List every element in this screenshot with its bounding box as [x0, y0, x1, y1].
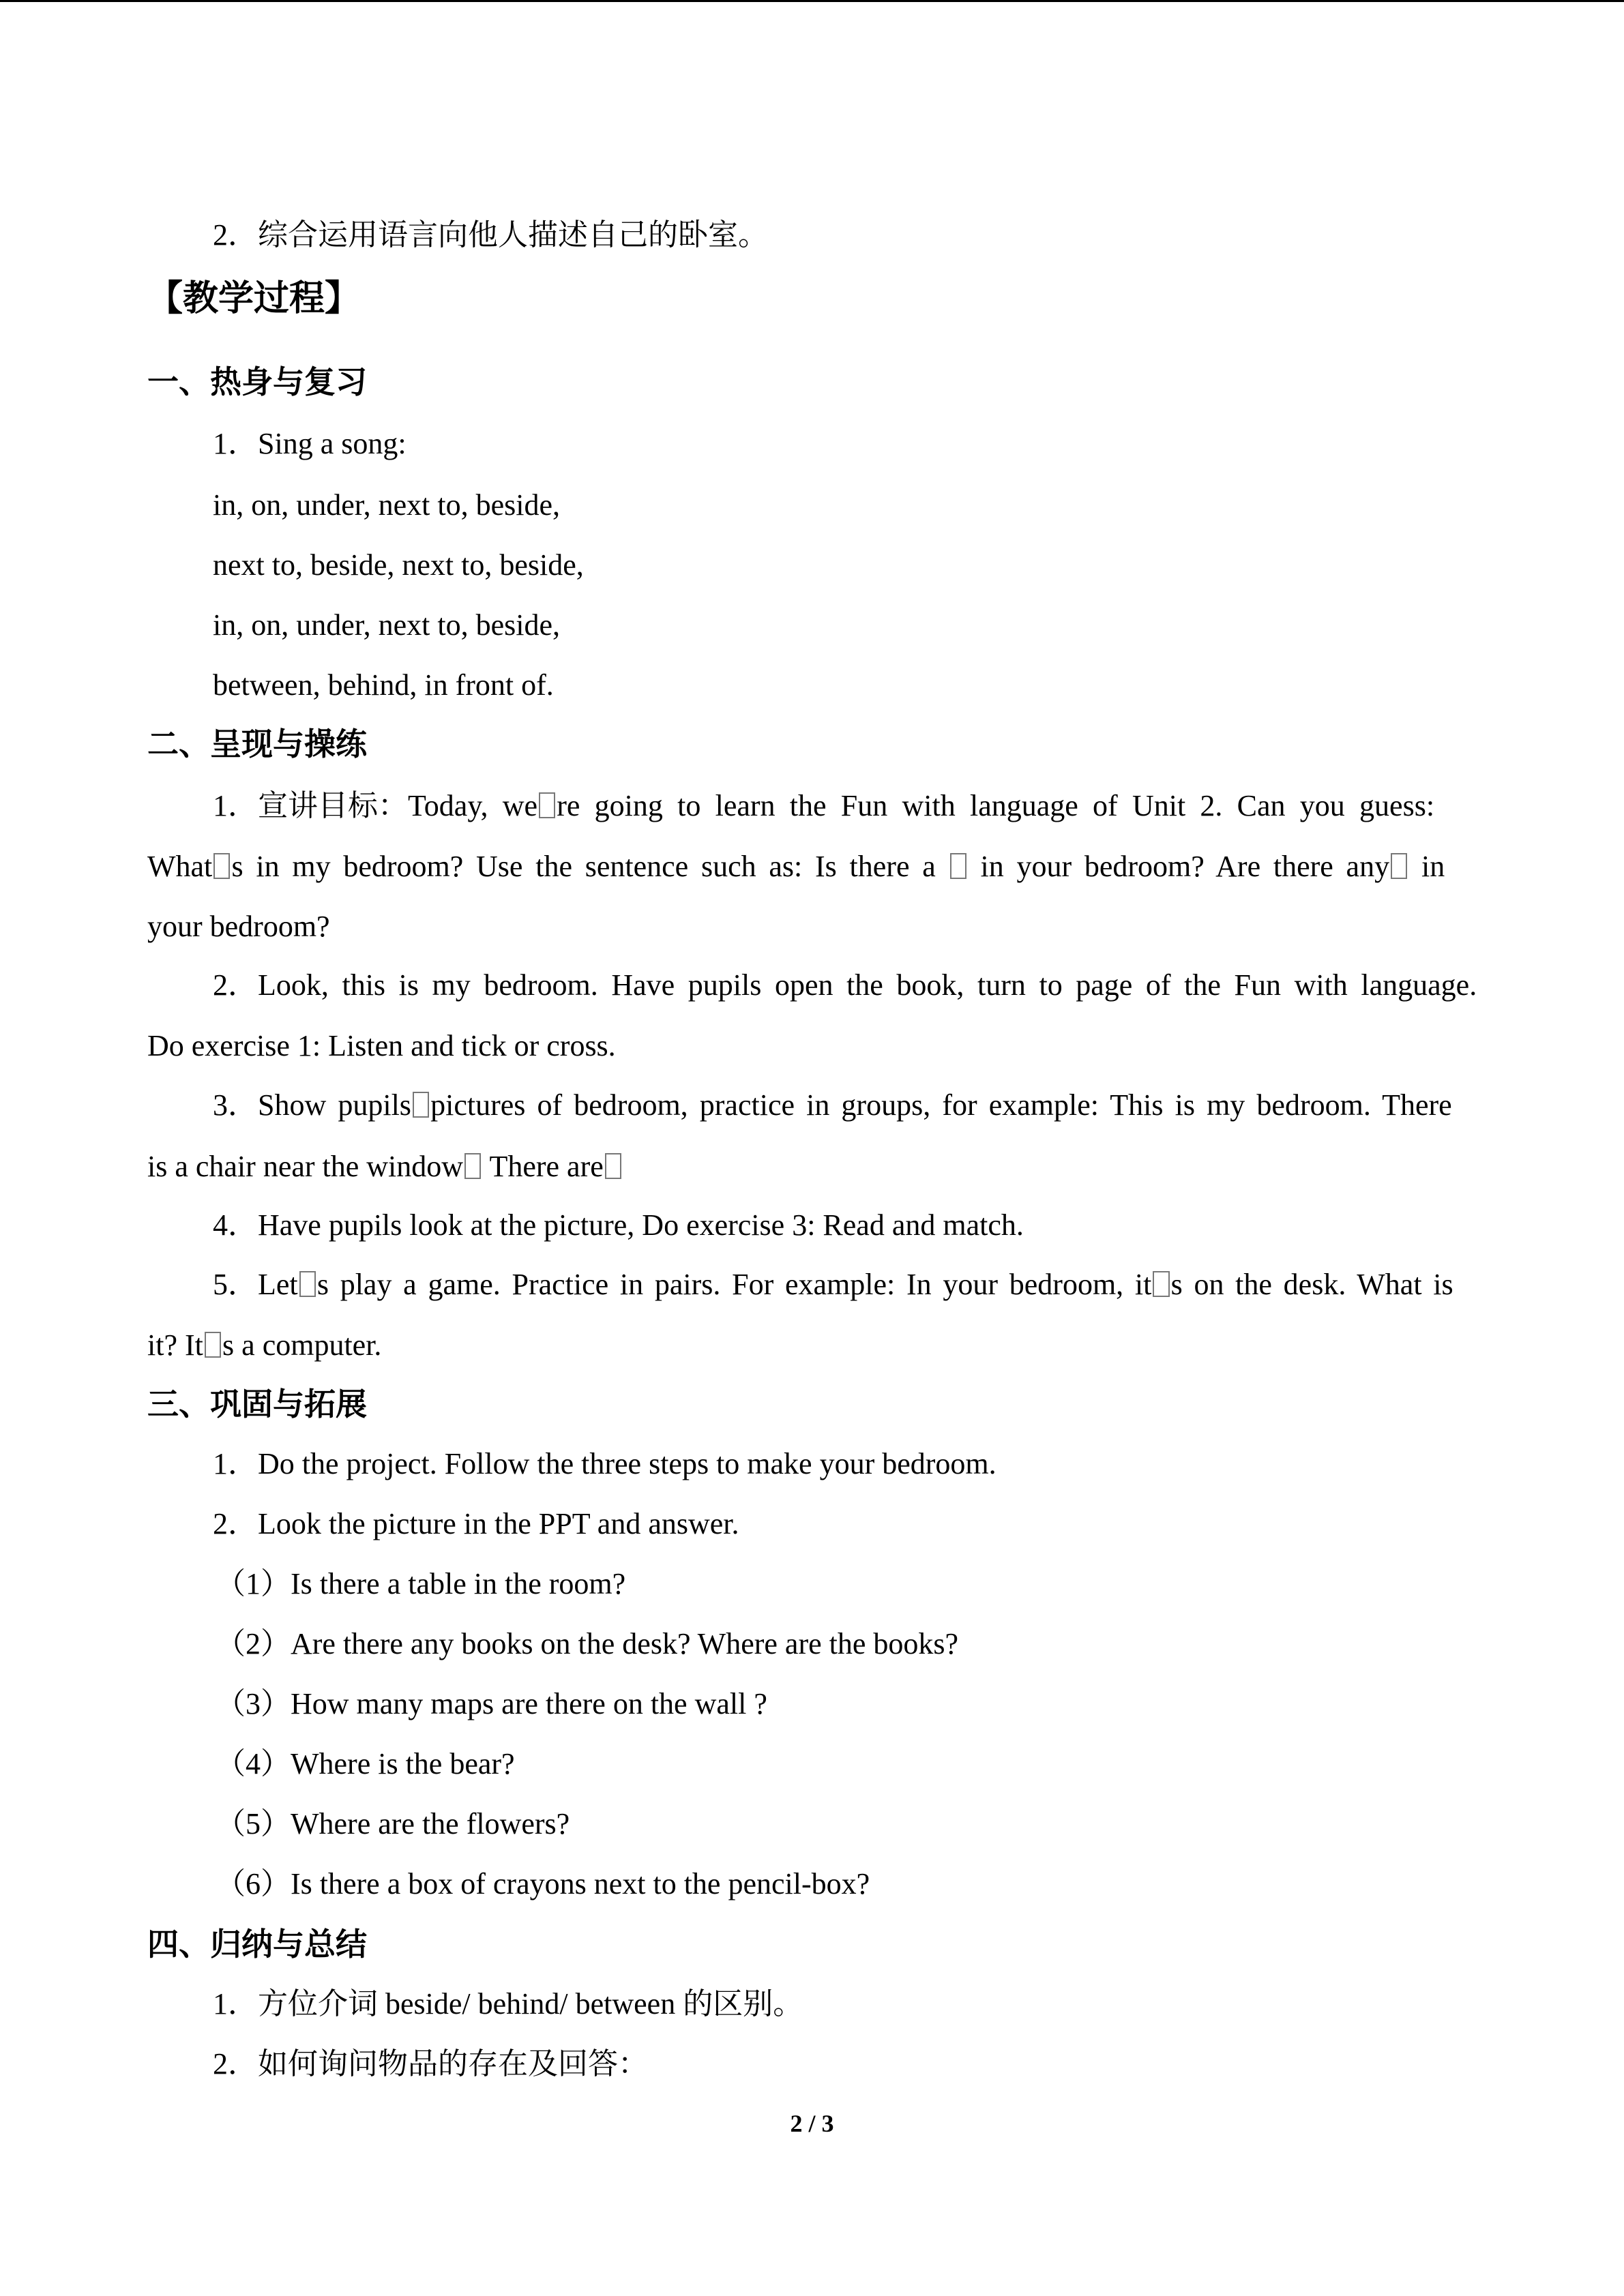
summary-item-1: 1．方位介词 beside/ behind/ between 的区别。	[213, 1987, 803, 2021]
question-item: （3）How many maps are there on the wall ?	[216, 1687, 767, 1720]
missing-glyph-icon	[950, 853, 966, 878]
present-item-1-line2	[147, 852, 1477, 882]
missing-glyph-icon	[605, 1153, 621, 1178]
section-warmup: 一、热身与复习	[147, 365, 367, 400]
present-item-5-line1	[213, 1270, 1477, 1300]
missing-glyph-icon	[1391, 853, 1407, 878]
text-run: There are	[482, 1150, 604, 1183]
text-run: pictures of bedroom, practice in groups, for example: This is my bedroom. There	[430, 1088, 1452, 1122]
present-item-2-line1: 2．Look, this is my bedroom. Have pupils open the book, turn to page of the Fun with language.	[213, 968, 1477, 1002]
question-item: （5）Where are the flowers?	[216, 1807, 570, 1840]
missing-glyph-icon	[205, 1332, 221, 1357]
present-item-5-line2	[147, 1330, 381, 1360]
text-run: 3．Show pupils	[213, 1088, 411, 1122]
present-item-3-line2	[147, 1152, 623, 1182]
text-run: s play a game. Practice in pairs. For example: In your bedroom, it	[316, 1268, 1152, 1301]
song-line: in, on, under, next to, beside,	[213, 488, 561, 522]
present-item-1-line1	[213, 791, 1477, 821]
consolidate-item-1: 1．Do the project. Follow the three steps to make your bedroom.	[213, 1447, 996, 1480]
section-present: 二、呈现与操练	[147, 727, 367, 762]
missing-glyph-icon	[464, 1153, 481, 1178]
present-item-3-line1	[213, 1090, 1477, 1120]
text-run: s in my bedroom? Use the sentence such as: Is there a	[231, 850, 949, 883]
summary-item-2: 2．如何询问物品的存在及回答：	[213, 2047, 648, 2081]
section-summary: 四、归纳与总结	[147, 1927, 367, 1962]
present-item-4: 4．Have pupils look at the picture, Do exercise 3: Read and match.	[213, 1208, 1024, 1242]
text-run: it? It	[147, 1328, 203, 1362]
missing-glyph-icon	[413, 1092, 429, 1117]
text-run: in	[1408, 850, 1445, 883]
song-line: next to, beside, next to, beside,	[213, 548, 584, 582]
missing-glyph-icon	[299, 1271, 316, 1296]
text-run: s a computer.	[222, 1328, 382, 1362]
present-item-2-line2: Do exercise 1: Listen and tick or cross.	[147, 1029, 616, 1062]
text-run: re going to learn the Fun with language of Unit 2. Can you guess:	[557, 789, 1435, 822]
consolidate-item-2: 2．Look the picture in the PPT and answer.	[213, 1507, 739, 1540]
process-title: 【教学过程】	[147, 280, 361, 318]
text-run: 1．宣讲目标：Today, we	[213, 789, 538, 822]
text-run: s on the desk. What is	[1170, 1268, 1453, 1301]
missing-glyph-icon	[1153, 1271, 1169, 1296]
question-item: （1）Is there a table in the room?	[216, 1567, 626, 1600]
text-run: What	[147, 850, 213, 883]
present-item-1-line3: your bedroom?	[147, 910, 330, 943]
song-line: in, on, under, next to, beside,	[213, 608, 561, 642]
page-number: 2 / 3	[790, 2110, 834, 2137]
missing-glyph-icon	[539, 792, 555, 818]
missing-glyph-icon	[213, 853, 230, 878]
text-run: 5．Let	[213, 1268, 298, 1301]
question-item: （4）Where is the bear?	[216, 1747, 515, 1780]
text-run: is a chair near the window	[147, 1150, 464, 1183]
question-item: （2）Are there any books on the desk? Where are the books?	[216, 1627, 959, 1660]
section-consolidate: 三、巩固与拓展	[147, 1387, 367, 1422]
song-line: between, behind, in front of.	[213, 668, 554, 702]
warmup-item-1: 1．Sing a song:	[213, 427, 407, 460]
question-item: （6）Is there a box of crayons next to the pencil-box?	[216, 1867, 870, 1900]
text-run: in your bedroom? Are there any	[967, 850, 1390, 883]
goal-2: 2．综合运用语言向他人描述自己的卧室。	[213, 218, 768, 252]
